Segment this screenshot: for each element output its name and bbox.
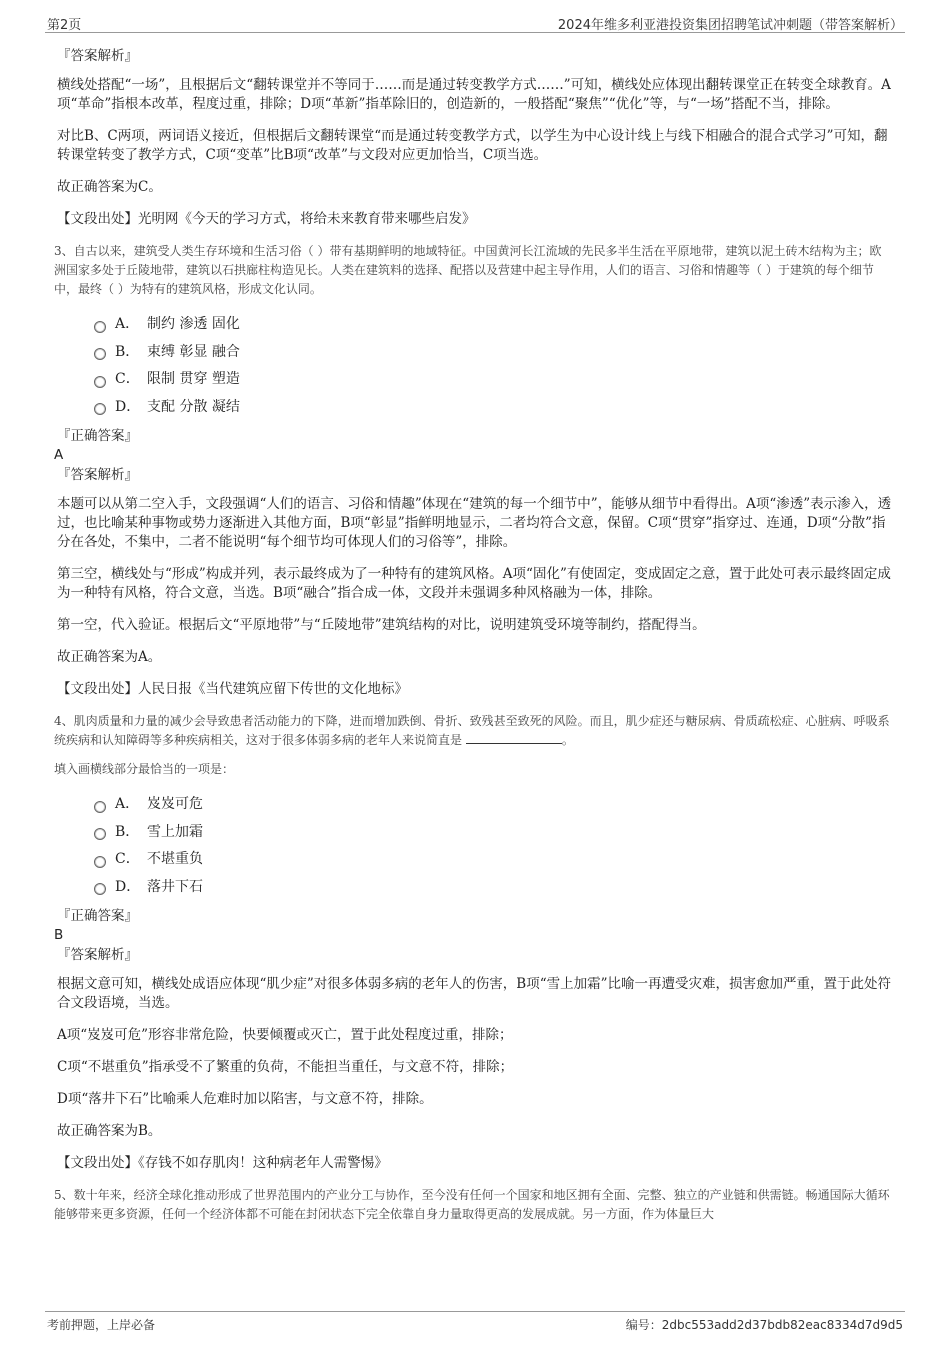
q4-stem xyxy=(54,712,892,750)
q4-analysis-para-3: C项“不堪重负”指承受不了繁重的负荷，不能担当重任，与文意不符，排除； xyxy=(57,1059,514,1075)
q3-analysis-para-2: 第三空，横线处与“形成”构成并列，表示最终成为了一种特有的建筑风格。A项“固化”有使固定，变成固定之意，置于此处可表示最终固定成为一种特有风格，符合文意，当选。B项“融合”指合成一体，文段并未强调多种风格融为一体，排除。 xyxy=(57,566,891,601)
option-letter: B． xyxy=(115,823,140,840)
q4-stem-end: 。 xyxy=(561,733,574,747)
q2-analysis-para-2: 对比B、C两项，两词语义接近，但根据后文翻转课堂“而是通过转变教学方式，以学生为中心设计线上与线下相融合的混合式学习”可知，翻转课堂转变了教学方式，C项“变革”比B项“改革”与文段对应更加恰当，C项当选。 xyxy=(57,128,888,163)
radio-icon[interactable] xyxy=(94,883,106,895)
option-text: 不堪重负 xyxy=(147,851,203,867)
page-header xyxy=(45,10,905,33)
document-body xyxy=(54,46,892,1234)
q4-correct-answer: B xyxy=(54,927,64,943)
q3-correct-answer: A xyxy=(54,447,64,463)
q3-option-c[interactable] xyxy=(94,366,892,394)
radio-icon[interactable] xyxy=(94,856,106,868)
answer-blank xyxy=(466,731,562,744)
q4-analysis-para-4: D项“落井下石”比喻乘人危难时加以陷害，与文意不符，排除。 xyxy=(57,1091,433,1107)
q5-stem: 5、数十年来，经济全球化推动形成了世界范围内的产业分工与协作，至今没有任何一个国家和地区拥有全面、完整、独立的产业链和供需链。畅通国际大循环能够带来更多资源，任何一个经济体都不可能在封闭状态下完全依靠自身力量取得更高的发展成就。另一方面，作为体量巨大 xyxy=(54,1188,890,1221)
option-letter: A． xyxy=(115,796,140,812)
q4-analysis-para-2: A项“岌岌可危”形容非常危险，快要倾覆或灭亡，置于此处程度过重，排除； xyxy=(57,1027,513,1043)
q3-options xyxy=(94,311,892,421)
q3-option-a[interactable] xyxy=(94,311,892,339)
q3-analysis-para-4: 故正确答案为A。 xyxy=(57,649,162,665)
option-letter: B． xyxy=(115,343,140,360)
radio-icon[interactable] xyxy=(94,348,106,360)
q3-stem: 3、自古以来，建筑受人类生存环境和生活习俗（ ）带有基期鲜明的地域特征。中国黄河长江流域的先民多半生活在平原地带，建筑以泥土砖木结构为主；欧洲国家多处于丘陵地带，建筑以石拱廊柱构造见长。人类在建筑料的选择、配搭以及营建中起主导作用，人们的语言、习俗和情趣等（ ）于建筑的每个细节中，最终（ ）为特有的建筑风格，形成文化认同。 xyxy=(54,244,882,296)
q4-stem-text: 4、肌肉质量和力量的减少会导致患者活动能力的下降，进而增加跌倒、骨折、致残甚至致死的风险。而且，肌少症还与糖尿病、骨质疏松症、心脏病、呼吸系统疾病和认知障碍等多种疾病相关，这对于很多体弱多病的老年人来说简直是 xyxy=(54,714,890,747)
option-text: 束缚 彰显 融合 xyxy=(147,343,240,360)
q4-option-d[interactable] xyxy=(94,874,892,902)
footer-slogan: 考前押题，上岸必备 xyxy=(47,1318,156,1332)
option-letter: A． xyxy=(115,316,140,332)
q3-correct-label: 『正确答案』 xyxy=(57,428,138,444)
q4-source: 【文段出处】《存钱不如存肌肉！这种病老年人需警惕》 xyxy=(57,1155,388,1171)
q3-analysis-para-1: 本题可以从第二空入手，文段强调“人们的语言、习俗和情趣”体现在“建筑的每一个细节中”，能够从细节中看得出。A项“渗透”表示渗入，透过，也比喻某种事物或势力逐渐进入其他方面，B项“彰显”指鲜明地显示，二者均符合文意，保留。C项“贯穿”指穿过、连通，D项“分散”指分在各处，不集中，二者不能说明“每个细节均可体现人们的习俗等”，排除。 xyxy=(57,496,892,550)
q3-analysis-para-3: 第一空，代入验证。根据后文“平原地带”与“丘陵地带”建筑结构的对比，说明建筑受环境等制约，搭配得当。 xyxy=(57,617,706,633)
q4-correct-label: 『正确答案』 xyxy=(57,908,138,924)
page-footer xyxy=(45,1311,905,1334)
option-letter: D． xyxy=(115,878,141,895)
option-text: 落井下石 xyxy=(147,878,203,895)
q4-options xyxy=(94,791,892,901)
q4-analysis-label: 『答案解析』 xyxy=(57,947,138,963)
q2-analysis-para-1: 横线处搭配“一场”，且根据后文“翻转课堂并不等同于……而是通过转变教学方式……”可知，横线处应体现出翻转课堂正在转变全球教育。A项“革命”指根本改革，程度过重，排除；D项“革新”指革除旧的，创造新的，一般搭配“聚焦”“优化”等，与“一场”搭配不当，排除。 xyxy=(57,77,891,112)
q2-analysis-para-3: 故正确答案为C。 xyxy=(57,179,162,195)
q2-analysis-label: 『答案解析』 xyxy=(57,48,138,64)
option-letter: C． xyxy=(115,371,140,387)
option-text: 岌岌可危 xyxy=(147,796,203,812)
document-id: 编号：2dbc553add2d37bdb82eac8334d7d9d5 xyxy=(625,1318,903,1332)
page-number: 第2页 xyxy=(47,18,82,33)
q4-analysis-para-1: 根据文意可知，横线处成语应体现“肌少症”对很多体弱多病的老年人的伤害，B项“雪上加霜”比喻一再遭受灾难，损害愈加严重，置于此处符合文段语境，当选。 xyxy=(57,976,892,1011)
option-text: 制约 渗透 固化 xyxy=(147,316,240,332)
document-title: 2024年维多利亚港投资集团招聘笔试冲刺题（带答案解析） xyxy=(557,18,903,33)
q4-prompt: 填入画横线部分最恰当的一项是： xyxy=(54,762,235,776)
radio-icon[interactable] xyxy=(94,828,106,840)
q3-source: 【文段出处】人民日报《当代建筑应留下传世的文化地标》 xyxy=(57,681,408,697)
q2-source: 【文段出处】光明网《今天的学习方式，将给未来教育带来哪些启发》 xyxy=(57,211,476,227)
q3-analysis-label: 『答案解析』 xyxy=(57,467,138,483)
radio-icon[interactable] xyxy=(94,376,106,388)
option-text: 限制 贯穿 塑造 xyxy=(147,371,240,387)
radio-icon[interactable] xyxy=(94,403,106,415)
q3-option-d[interactable] xyxy=(94,394,892,422)
radio-icon[interactable] xyxy=(94,801,106,813)
q4-analysis-para-5: 故正确答案为B。 xyxy=(57,1123,162,1139)
option-text: 雪上加霜 xyxy=(147,823,203,840)
q3-option-b[interactable] xyxy=(94,339,892,367)
option-letter: C． xyxy=(115,851,140,867)
q4-option-a[interactable] xyxy=(94,791,892,819)
option-text: 支配 分散 凝结 xyxy=(147,398,240,415)
q4-option-b[interactable] xyxy=(94,819,892,847)
option-letter: D． xyxy=(115,398,141,415)
radio-icon[interactable] xyxy=(94,321,106,333)
q4-option-c[interactable] xyxy=(94,846,892,874)
